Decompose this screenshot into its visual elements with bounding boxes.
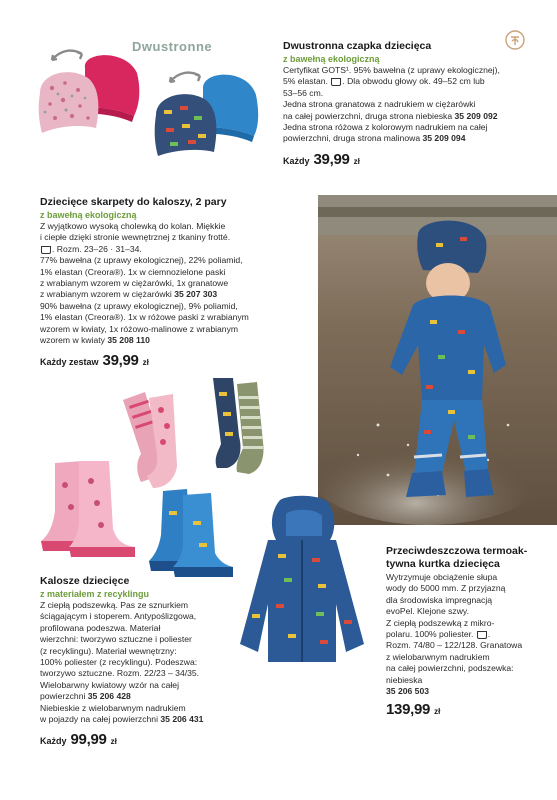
cap-price: 39,99 bbox=[313, 150, 350, 168]
socks-line: 90% bawełna (z uprawy ekologicznej), 9% poliamid, bbox=[40, 300, 238, 311]
boots-line: profilowana podeszwa. Materiał bbox=[40, 622, 161, 633]
cap-article-number: 35 209 094 bbox=[422, 133, 466, 144]
socks-description: Z wyjątkowo wysoką cholewką do kolan. Miękkie i ciepłe dzięki stronie wewnętrznej z tkaniny frotté. . Rozm. 23–26 · 31–34. 77% bawełna (z uprawy ekologicznej), 22% poliamid, 1% elastan (Creora®). 1x w ciemnozielone paski z wrabianym wzorem w ciężarówki, 1x granatowe z wrabianym wzorem w ciężarówki 35 207 303 90% bawełna (z uprawy ekologicznej), 9% poliamid, 1% elastan (Creora®). 1x w różowe paski z wrabianym wzorem w kwiaty, 1x różowo-malinowe z wrabianym wzorem w kwiaty 35 208 110 bbox=[40, 221, 315, 346]
socks-line: Z wyjątkowo wysoką cholewką do kolan. Miękkie bbox=[40, 221, 226, 231]
boots-product-block bbox=[40, 575, 270, 748]
socks-line: wzorem w kwiaty, 1x różowo-malinowe z wrabianym bbox=[40, 323, 239, 334]
socks-line: 1% elastan (Creora®). 1x w ciemnozielone paski bbox=[40, 266, 226, 277]
socks-product-block bbox=[40, 196, 315, 369]
socks-line: wzorem w kwiaty bbox=[40, 335, 105, 346]
boots-line: wierzchni: tworzywo sztuczne i poliester bbox=[40, 634, 192, 645]
boots-price-row bbox=[40, 731, 270, 748]
boots-price: 99,99 bbox=[70, 731, 107, 749]
jacket-description: Wytrzymuje obciążenie słupa wody do 5000 mm. Z przyjazną dla środowiska impregnacją evoPel. Klejone szwy. Z ciepłą podszewką z mikro- polaru. 100% poliester. . Rozm. 74/80 – 122/128. Granatowa z wielobarwnym nadrukiem na całej powierzchni, podszewka: niebieska 35 206 503 bbox=[386, 572, 551, 697]
cap-price-row bbox=[283, 151, 543, 168]
child-rain-photo bbox=[318, 195, 557, 525]
jacket-line: na całej powierzchni, podszewka: bbox=[386, 663, 514, 674]
jacket-currency: zł bbox=[434, 707, 441, 717]
cap-line: Jedna strona różowa z kolorowym nadrukiem na całej bbox=[283, 122, 488, 133]
cap-product-block bbox=[283, 40, 543, 168]
boots-line: Niebieskie z wielobarwnym nadrukiem bbox=[40, 702, 186, 713]
cap-description: Certyfikat GOTS¹. 95% bawełna (z uprawy ekologicznej), 5% elastan. . Dla obwodu głowy ok. 49–52 cm lub 53–56 cm. Jedna strona granatowa z nadrukiem w ciężarówki na całej powierzchni, druga strona niebieska 35 209 092 Jedna strona różowa z kolorowym nadrukiem na całej powierzchni, druga strona malinowa 35 209 094 bbox=[283, 65, 543, 145]
wash-symbol-icon bbox=[477, 631, 487, 639]
boots-title: Kalosze dziecięce bbox=[40, 575, 130, 587]
jacket-title bbox=[386, 545, 551, 571]
boots-line: powierzchni bbox=[40, 691, 86, 702]
wash-symbol-icon bbox=[331, 78, 341, 86]
cap-line: 53–56 cm. bbox=[283, 87, 324, 98]
cap-line: powierzchni, druga strona malinowa bbox=[283, 133, 421, 144]
cap-line: Certyfikat GOTS¹. 95% bawełna (z uprawy ekologicznej), bbox=[283, 65, 500, 75]
jacket-title-line: tywna kurtka dziecięca bbox=[386, 558, 500, 570]
jacket-price-row bbox=[386, 701, 551, 718]
boots-line: w pojazdy na całej powierzchni bbox=[40, 714, 158, 725]
jacket-line: Rozm. 74/80 – 122/128. Granatowa bbox=[386, 640, 523, 651]
jacket-line: polaru. 100% poliester. bbox=[386, 629, 474, 640]
jacket-line: niebieska bbox=[386, 674, 423, 685]
rain-boots-image bbox=[35, 455, 235, 585]
boots-line: tworzywo sztuczne. Rozm. 22/23 – 34/35. bbox=[40, 668, 200, 679]
boots-subtitle: z materiałem z recyklingu bbox=[40, 589, 150, 599]
jacket-line: Z ciepłą podszewką z mikro- bbox=[386, 617, 495, 628]
jacket-line: dla środowiska impregnacją bbox=[386, 594, 493, 605]
socks-price-label: Każdy zestaw bbox=[40, 357, 99, 368]
boots-line: ściągającym i stoperem. Antypoślizgowa, bbox=[40, 611, 197, 622]
socks-currency: zł bbox=[142, 358, 149, 368]
socks-line: z wrabianym wzorem w ciężarówki bbox=[40, 289, 172, 300]
cap-subtitle: z bawełną ekologiczną bbox=[283, 54, 380, 64]
cap-title: Dwustronna czapka dziecięca bbox=[283, 40, 432, 52]
jacket-line: Wytrzymuje obciążenie słupa bbox=[386, 572, 498, 582]
cap-line: 5% elastan. bbox=[283, 76, 328, 87]
jacket-line: wody do 5000 mm. Z przyjazną bbox=[386, 583, 506, 594]
jacket-line: evoPel. Klejone szwy. bbox=[386, 606, 469, 617]
boots-currency: zł bbox=[110, 737, 117, 747]
cap-currency: zł bbox=[353, 156, 360, 166]
socks-line: 77% bawełna (z uprawy ekologicznej), 22% poliamid, bbox=[40, 255, 243, 266]
jacket-product-block bbox=[386, 545, 551, 718]
boots-line: 100% poliester (z recyklingu). Podeszwa: bbox=[40, 657, 198, 668]
socks-line: i ciepłe dzięki stronie wewnętrznej z tkaniny frotté. bbox=[40, 232, 231, 243]
cap-pink-images bbox=[30, 38, 145, 138]
reversible-label: Dwustronne bbox=[132, 39, 213, 54]
socks-line: Rozm. 23–26 · 31–34. bbox=[56, 243, 142, 254]
cap-article-number: 35 209 092 bbox=[454, 110, 498, 121]
jacket-line: z wielobarwnym nadrukiem bbox=[386, 651, 490, 662]
socks-line: z wrabianym wzorem w ciężarówki, 1x granatowe bbox=[40, 278, 229, 289]
jacket-title-line: Przeciwdeszczowa termoak- bbox=[386, 545, 528, 557]
boots-price-label: Każdy bbox=[40, 736, 67, 747]
socks-price: 39,99 bbox=[102, 352, 139, 370]
boots-description bbox=[40, 600, 270, 725]
wash-symbol-icon bbox=[41, 246, 51, 254]
socks-article-number: 35 207 303 bbox=[174, 289, 218, 300]
socks-price-row bbox=[40, 352, 315, 369]
cap-line: Jedna strona granatowa z nadrukiem w ciężarówki bbox=[283, 99, 476, 110]
socks-title: Dziecięce skarpety do kaloszy, 2 pary bbox=[40, 196, 227, 208]
socks-subtitle: z bawełną ekologiczną bbox=[40, 210, 137, 220]
cap-line: na całej powierzchni, druga strona niebieska bbox=[283, 110, 453, 121]
cap-price-label: Każdy bbox=[283, 155, 310, 166]
boots-line: Z ciepłą podszewką. Pas ze sznurkiem bbox=[40, 600, 189, 610]
boots-line: (z recyklingu). Materiał wewnętrzny: bbox=[40, 645, 177, 656]
boots-article-number: 35 206 431 bbox=[160, 714, 204, 725]
socks-line: 1% elastan (Creora®). 1x w różowe paski z wrabianym bbox=[40, 312, 249, 323]
cap-line: Dla obwodu głowy ok. 49–52 cm lub bbox=[347, 76, 485, 87]
jacket-article-number: 35 206 503 bbox=[386, 686, 430, 697]
cap-navy-images bbox=[148, 60, 263, 160]
boots-article-number: 35 206 428 bbox=[87, 691, 131, 702]
socks-article-number: 35 208 110 bbox=[107, 335, 150, 346]
jacket-price: 139,99 bbox=[386, 701, 431, 719]
boots-line: Wielobarwny kwiatowy wzór na całej bbox=[40, 679, 179, 690]
